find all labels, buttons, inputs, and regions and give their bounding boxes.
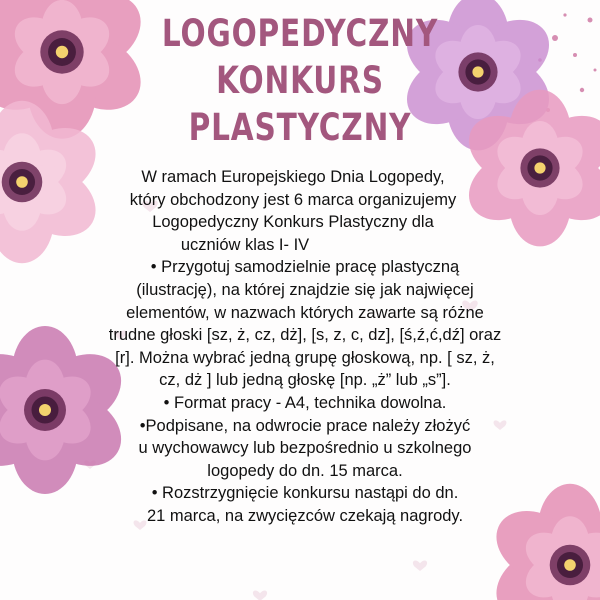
rules-line: [r]. Można wybrać jedną grupę głoskową, np. [ sz, ż, bbox=[115, 348, 495, 367]
rules-line: u wychowawcy lub bezpośrednio u szkolnego bbox=[138, 439, 472, 458]
intro-line: Logopedyczny Konkurs Plastyczny dla bbox=[152, 213, 434, 232]
intro-line: uczniów klas I- IV bbox=[180, 235, 310, 254]
rules-line: (ilustrację), na której znajdzie się jak najwięcej bbox=[136, 280, 474, 299]
rules-line: elementów, w nazwach których zawarte są różne bbox=[126, 303, 484, 322]
title-line: LOGOPEDYCZNY bbox=[161, 12, 439, 55]
intro-paragraph bbox=[83, 166, 503, 256]
rules-list bbox=[95, 256, 515, 527]
rules-line: •Podpisane, na odwrocie prace należy złożyć bbox=[139, 416, 471, 435]
rules-line: cz, dż ] lub jedną głoskę [np. „ż” lub „s”]. bbox=[159, 371, 451, 390]
title-line: PLASTYCZNY bbox=[188, 106, 412, 149]
rules-line: logopedy do dn. 15 marca. bbox=[207, 461, 403, 480]
rules-line: • Format pracy - A4, technika dowolna. bbox=[163, 393, 447, 412]
rules-line: • Rozstrzygnięcie konkursu nastąpi do dn. bbox=[151, 484, 459, 503]
intro-line: który obchodzony jest 6 marca organizujemy bbox=[129, 190, 457, 209]
rules-line: • Przygotuj samodzielnie pracę plastyczną bbox=[150, 258, 460, 277]
poster-body bbox=[95, 166, 515, 528]
intro-line: W ramach Europejskiego Dnia Logopedy, bbox=[141, 168, 445, 186]
poster-title bbox=[60, 10, 540, 151]
rules-line: 21 marca, na zwycięzców czekają nagrody. bbox=[146, 506, 464, 525]
rules-line: trudne głoski [sz, ż, cz, dż], [s, z, c, dz], [ś,ź,ć,dź] oraz bbox=[108, 326, 502, 345]
title-line: KONKURS bbox=[216, 59, 384, 102]
